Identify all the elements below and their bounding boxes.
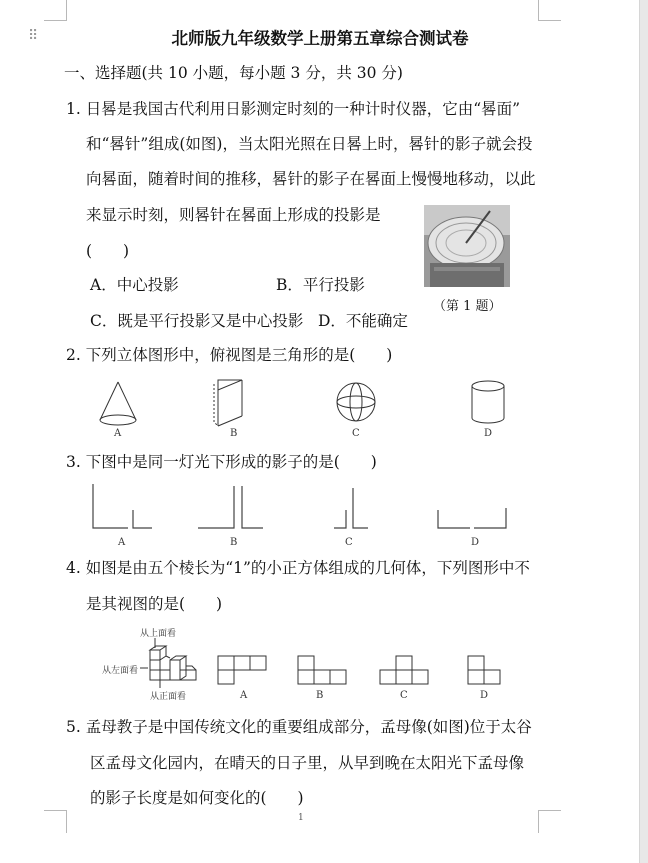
prism-figure: [214, 380, 242, 426]
q1-line-2: 和“晷针”组成(如图)，当太阳光照在日晷上时，晷针的影子就会投: [86, 135, 533, 153]
crop-mark-bottom-right: [538, 810, 561, 833]
view-label-front: 从正面看: [150, 692, 187, 702]
q2-label-c: C: [352, 428, 360, 439]
crop-mark-bottom-left: [44, 810, 67, 833]
q1-line-1: 1. 日晷是我国古代利用日影测定时刻的一种计时仪器，它由“晷面”: [66, 100, 521, 118]
q4-line-1: 4. 如图是由五个棱长为“1”的小正方体组成的几何体，下列图形中不: [66, 559, 530, 577]
q1-option-b: B．平行投影: [276, 276, 365, 294]
view-label-left: 从左面看: [102, 666, 139, 676]
vertical-scrollbar[interactable]: [639, 0, 648, 863]
q1-line-3: 向晷面，随着时间的推移，晷针的影子在晷面上慢慢地移动，以此: [86, 170, 536, 188]
q5-line-2: 区孟母文化园内，在晴天的日子里，从早到晚在太阳光下孟母像: [90, 754, 525, 772]
page-title: 北师版九年级数学上册第五章综合测试卷: [171, 29, 469, 48]
q1-figure-caption: （第 1 题）: [433, 299, 502, 314]
q2-text: 2. 下列立体图形中，俯视图是三角形的是( ): [66, 346, 393, 364]
crop-mark-top-left: [44, 0, 67, 21]
q3-text: 3. 下图中是同一灯光下形成的影子的是( ): [66, 453, 377, 471]
sphere-figure: [337, 383, 375, 421]
q3-label-a: A: [118, 537, 126, 548]
q5-line-3: 的影子长度是如何变化的( ): [90, 789, 304, 807]
page-number: 1: [298, 813, 304, 823]
q4-figures: [140, 636, 510, 692]
q4-label-b: B: [316, 690, 324, 701]
q1-answer-blank: ( ): [86, 242, 130, 260]
cylinder-figure: [472, 381, 504, 423]
q5-line-1: 5. 孟母教子是中国传统文化的重要组成部分，孟母像(如图)位于太谷: [66, 718, 532, 736]
q1-option-a: A．中心投影: [90, 276, 179, 294]
q3-label-d: D: [471, 537, 480, 548]
q2-label-d: D: [484, 428, 493, 439]
q3-label-b: B: [230, 537, 238, 548]
q4-label-c: C: [400, 690, 408, 701]
cone-figure: [100, 382, 136, 425]
q1-option-c: C．既是平行投影又是中心投影: [90, 312, 304, 330]
q4-line-2: 是其视图的是( ): [86, 595, 223, 613]
q3-figures: [88, 480, 518, 536]
q4-label-a: A: [240, 690, 248, 701]
drag-handle-icon[interactable]: ⠿: [28, 28, 39, 44]
q2-label-b: B: [230, 428, 238, 439]
q3-label-c: C: [345, 537, 353, 548]
q4-label-d: D: [480, 690, 489, 701]
q2-label-a: A: [114, 428, 122, 439]
view-label-top: 从上面看: [140, 629, 177, 639]
section-heading: 一、选择题(共 10 小题，每小题 3 分，共 30 分): [64, 64, 403, 82]
sundial-image: [424, 205, 510, 287]
q2-figures: [90, 376, 520, 442]
q1-option-d: D．不能确定: [318, 312, 408, 330]
crop-mark-top-right: [538, 0, 561, 21]
q1-line-4: 来显示时刻，则晷针在晷面上形成的投影是: [86, 206, 381, 224]
